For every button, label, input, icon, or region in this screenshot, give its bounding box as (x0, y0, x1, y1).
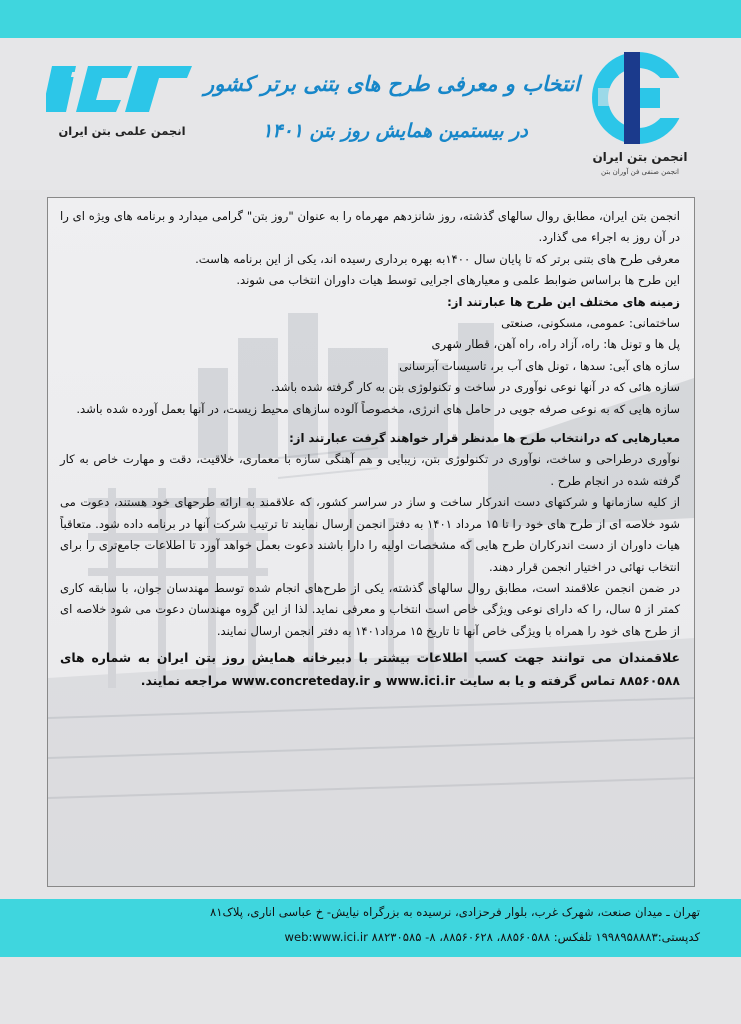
ici-logo-icon (46, 58, 196, 120)
fields-heading: زمینه های مختلف این طرح ها عبارتند از: (447, 294, 680, 309)
icb-name: انجمن بتن ایران (592, 150, 688, 164)
content-box (47, 197, 695, 887)
top-accent-band (0, 0, 741, 38)
field-item-energy: سازه هایی که به نوعی صرفه جویی در حامل های انرژی، مخصوصاً آلوده سازهای محیط زیست، در آنها بعمل آورده شده باشد. (76, 401, 680, 416)
field-item-building: ساختمانی: عمومی، مسکونی، صنعتی (501, 316, 680, 331)
field-item-bridges: پل ها و تونل ها: راه، آزاد راه، راه آهن، قطار شهری (431, 337, 680, 352)
title-line-2: در بیستمین همایش روز بتن ۱۴۰۱ (262, 120, 528, 142)
icb-logo-icon (588, 48, 688, 148)
invite-paragraph: از کلیه سازمانها و شرکتهای دست اندرکار ساخت و ساز در سراسر کشور، که علاقمند به ارائه طرحهای خود هستند، دعوت می شود خلاصه ای از طرح های خود را تا ۱۵ مرداد ۱۴۰۱ به دفتر انجمن ارسال نمایند تا ترتیب شرکت آنها در برنامه داده شود. متعاقباً هیات داوران از دست اندرکاران طرح هایی که مشخصات اولیه را دارا باشند دعوت بعمل خواهد آورد تا اطلاعات جامع‌تری را برای انتخاب نهائی در اختیار انجمن قرار دهند. (60, 495, 680, 574)
field-item-innovation: سازه هائی که در آنها نوعی نوآوری در ساخت و تکنولوژی بتن به کار گرفته شده باشد. (270, 380, 680, 395)
ici-caption: انجمن علمی بتن ایران (58, 124, 186, 138)
footer-address: تهران ـ میدان صنعت، شهرک غرب، بلوار فرحزادی، نرسیده به بزرگراه نیایش- خ عباسی اناری، پلاک۸۱ (209, 905, 700, 919)
body-text (60, 206, 680, 692)
young-engineers-paragraph: در ضمن انجمن علاقمند است، مطابق روال سالهای گذشته، یکی از طرح‌های انجام شده توسط مهندسان جوان، با سابقه کاری کمتر از ۵ سال، را که دارای نوعی ویژگی خاص است انتخاب و معرفی نماید. لذا از این گروه مهندسان دعوت می شود خلاصه ای از طرح های خود را همراه با ویژگی خاص آنها تا تاریخ ۱۵ مرداد۱۴۰۱ به دفتر انجمن ارسال نمایند. (60, 580, 680, 638)
footer-contact-numbers: کدپستی:۱۹۹۸۹۵۸۸۸۳ تلفکس: ۸۸۵۶۰۵۸۸، ۸۸۵۶۰۶۲۸، ۸- ۸۸۲۳۰۵۸۵ web:www.ici.ir (284, 930, 700, 944)
title-line-1: انتخاب و معرفی طرح های بتنی برتر کشور (204, 72, 580, 96)
field-item-water: سازه های آبی: سدها ، تونل های آب بر، تاسیسات آبرسانی (399, 358, 680, 373)
contact-paragraph: علاقمندان می توانند جهت کسب اطلاعات بیشتر با دبیرخانه همایش روز بتن ایران به شماره های ۸۸۵۶۰۵۸۸ تماس گرفته و یا به سایت www.ici.ir و www.concreteday.ir مراجعه نمایند. (60, 650, 680, 689)
intro-paragraph-3: این طرح ها براساس ضوابط علمی و معیارهای اجرایی توسط هیات داوران انتخاب می شوند. (236, 273, 680, 288)
intro-paragraph-1: انجمن بتن ایران، مطابق روال سالهای گذشته، روز شانزدهم مهرماه را به عنوان "روز بتن" گرامی میدارد و برنامه های ویژه ای را در آن روز به اجراء می گذارد. (60, 209, 680, 245)
icb-subtitle: انجمن صنفی فن آوران بتن (601, 168, 679, 176)
criteria-text: نوآوری درطراحی و ساخت، نوآوری در تکنولوژی بتن، زیبایی و هم آهنگی سازه با معماری، خلاقیت، دقت و مهارت خاص به کار گرفته شده در انجام طرح . (60, 452, 680, 488)
intro-paragraph-2: معرفی طرح های بتنی برتر که تا پایان سال ۱۴۰۰به بهره برداری رسیده اند، یکی از این برنامه هاست. (195, 251, 680, 266)
criteria-heading: معیارهایی که درانتخاب طرح ها مدنظر قرار خواهند گرفت عبارتند از: (289, 431, 680, 446)
